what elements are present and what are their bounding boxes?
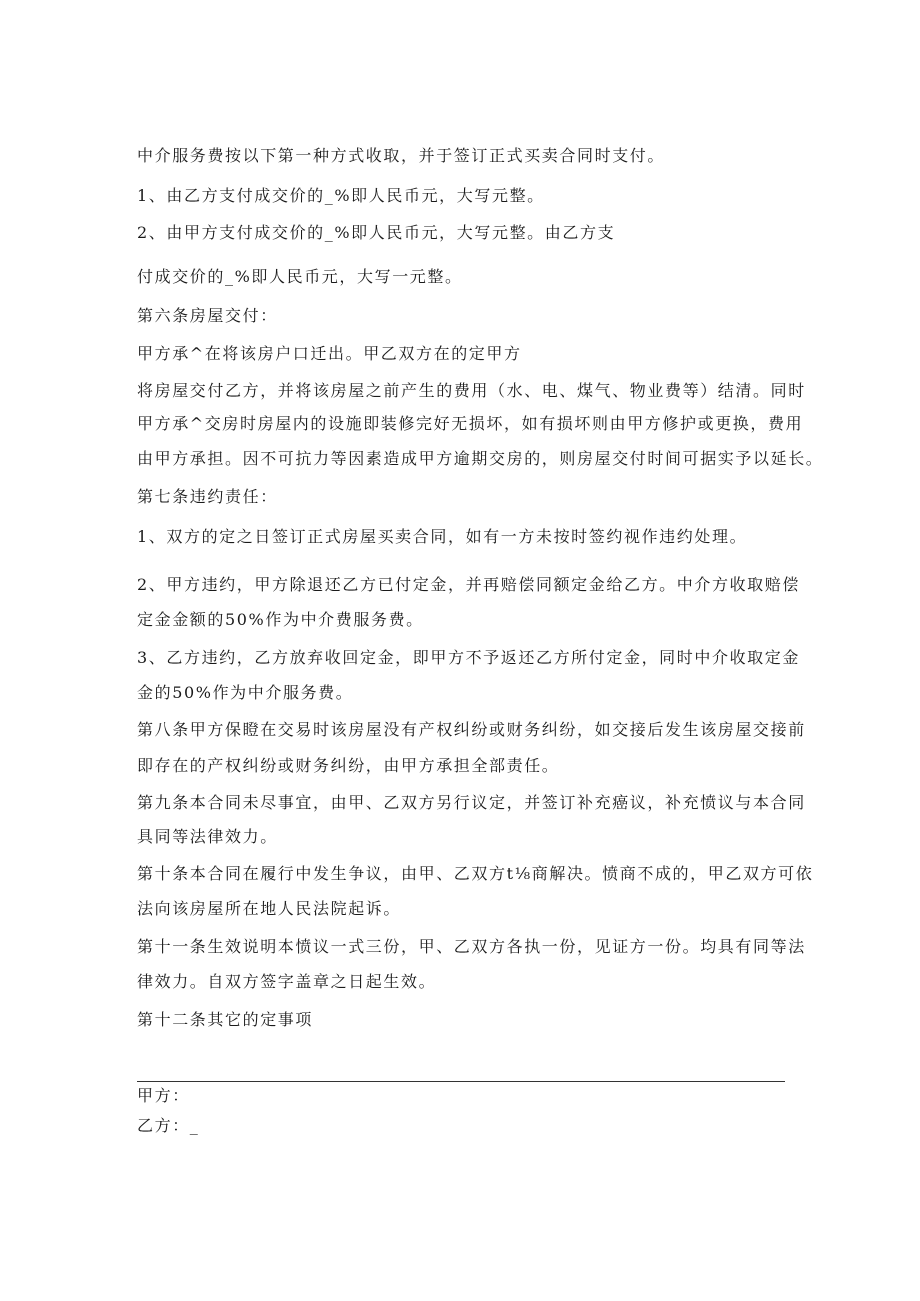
article-6-line-4: 由甲方承担。因不可抗力等因素造成甲方逾期交房的，则房屋交付时间可据实予以延长。 <box>137 449 824 468</box>
article-6-line-1: 甲方承^在将该房户口迁出。甲乙双方在的定甲方 <box>137 344 522 363</box>
article-10-line-2: 法向该房屋所在地人民法院起诉。 <box>137 899 402 918</box>
signature-divider <box>137 1081 785 1082</box>
fee-intro-line: 中介服务费按以下第一种方式收取，并于签订正式买卖合同时支付。 <box>137 146 666 165</box>
article-7-heading: 第七条违约责任： <box>137 487 278 506</box>
article-12-heading: 第十二条其它的定事项 <box>137 1010 314 1029</box>
article-8-line-2: 即存在的产权纠纷或财务纠纷，由甲方承担全部责任。 <box>137 756 560 775</box>
article-8-line-1: 第八条甲方保瞪在交易时该房屋没有产权纠纷或财务纠纷，如交接后发生该房屋交接前 <box>137 720 806 739</box>
fee-option-1: 1、由乙方支付成交价的_%即人民币元，大写元整。 <box>137 186 545 205</box>
article-9-line-1: 第九条本合同未尽事宜，由甲、乙双方另行议定，并签订补充癌议，补充愤议与本合同 <box>137 793 806 812</box>
article-7-item-2: 2、甲方违约，甲方除退还乙方已付定金，并再赔偿同额定金给乙方。中介方收取赔偿 <box>137 575 800 594</box>
article-7-item-1: 1、双方的定之日签订正式房屋买卖合同，如有一方未按时签约视作违约处理。 <box>137 527 748 546</box>
party-a-signature-label: 甲方： <box>137 1086 190 1105</box>
fee-option-2-continued: 付成交价的_%即人民币元，大写一元整。 <box>137 267 463 286</box>
article-11-line-1: 第十一条生效说明本愤议一式三份，甲、乙双方各执一份，见证方一份。均具有同等法 <box>137 937 806 956</box>
article-11-line-2: 律效力。自双方签字盖章之日起生效。 <box>137 972 437 991</box>
party-b-signature-label: 乙方：_ <box>137 1116 200 1135</box>
article-9-line-2: 具同等法律效力。 <box>137 827 278 846</box>
article-7-item-2-continued: 定金金额的50%作为中介费服务费。 <box>137 610 424 629</box>
article-6-line-2: 将房屋交付乙方，并将该房屋之前产生的费用（水、电、煤气、物业费等）结清。同时 <box>137 381 806 400</box>
article-10-line-1: 第十条本合同在履行中发生争议，由甲、乙双方t⅛商解决。愤商不成的，甲乙双方可依 <box>137 864 814 883</box>
fee-option-2: 2、由甲方支付成交价的_%即人民币元，大写元整。由乙方支 <box>137 223 616 242</box>
article-7-item-3-continued: 金的50%作为中介服务费。 <box>137 683 354 702</box>
article-7-item-3: 3、乙方违约，乙方放弃收回定金，即甲方不予返还乙方所付定金，同时中介收取定金 <box>137 648 800 667</box>
article-6-line-3: 甲方承^交房时房屋内的设施即装修完好无损坏，如有损坏则由甲方修护或更换，费用 <box>137 414 804 433</box>
article-6-heading: 第六条房屋交付： <box>137 306 278 325</box>
